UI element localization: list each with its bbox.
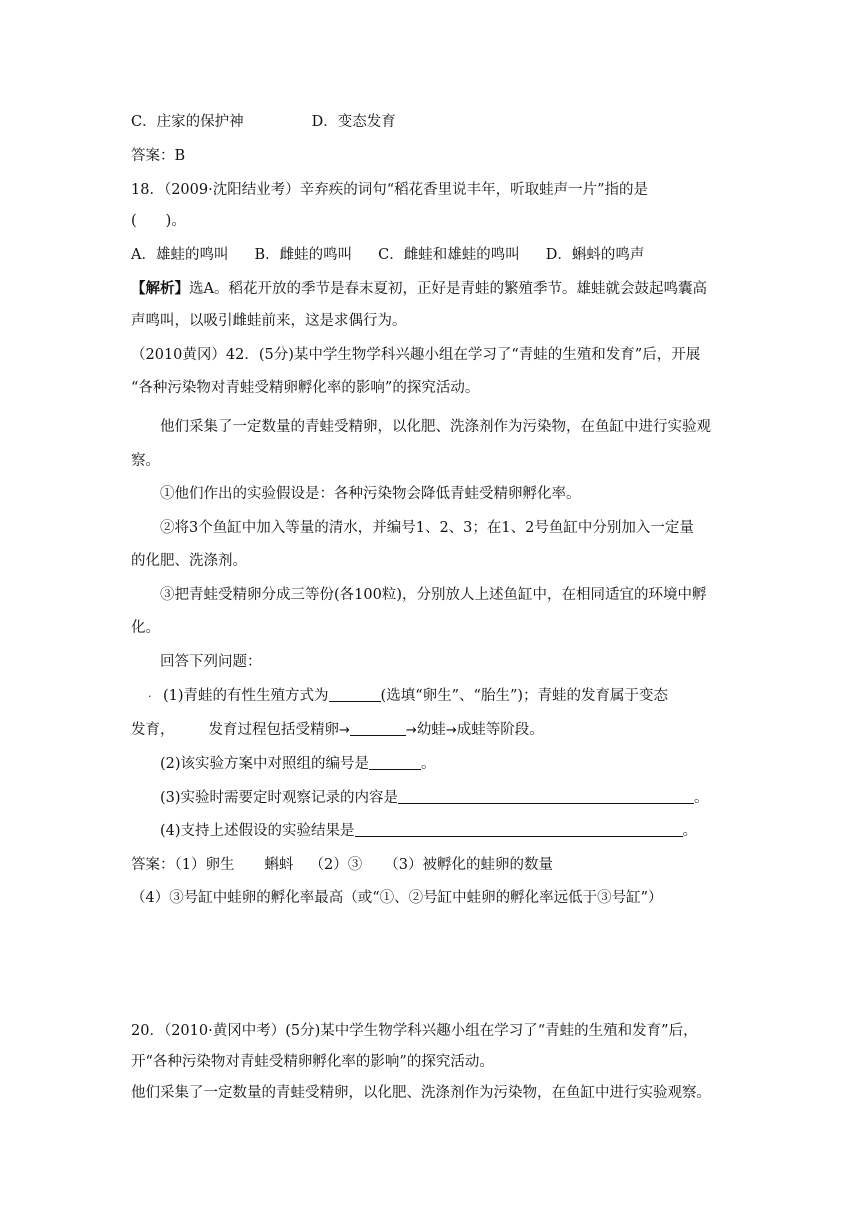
q42-step-3-line-1: ③把青蛙受精卵分成三等份(各100粒)，分别放人上述鱼缸中，在相同适宜的环境中孵: [160, 587, 707, 603]
q42-sub1-text-a: (1)青蛙的有性生殖方式为: [163, 688, 329, 704]
q42-para-line-1: 他们采集了一定数量的青蛙受精卵，以化肥、洗涤剂作为污染物，在鱼缸中进行实验观: [160, 419, 711, 435]
q18-option-c: C．雌蛙和雄蛙的鸣叫: [378, 247, 520, 263]
q42-step-2-line-1: ②将3个鱼缸中加入等量的清水，并编号1、2、3；在1、2号鱼缸中分别加入一定量: [160, 520, 694, 536]
q18-stem-line-2: ( )。: [131, 213, 186, 229]
q42-step-1: ①他们作出的实验假设是：各种污染物会降低青蛙受精卵孵化率。: [160, 486, 581, 502]
q17-option-d: D．变态发育: [311, 114, 396, 130]
q17-option-c: C．庄家的保护神: [131, 114, 244, 130]
q18-stem-line-1: 18．（2009·沈阳结业考）辛弃疾的词句“稻花香里说丰年，听取蛙声一片”指的是: [131, 182, 649, 198]
q18-option-d: D．蝌蚪的鸣声: [545, 247, 645, 263]
answer-blank-control-group: [369, 755, 421, 770]
q42-answer-3: （3）被孵化的蛙卵的数量: [384, 857, 553, 873]
arrow-icon: →: [405, 723, 417, 738]
q42-sub2-period: 。: [421, 756, 436, 772]
q42-sub2-text: (2)该实验方案中对照组的编号是: [160, 756, 370, 772]
answer-blank-reproduction: [329, 687, 381, 702]
q42-prompt: 回答下列问题：: [160, 654, 262, 670]
q42-sub4-text: (4)支持上述假设的实验结果是: [160, 823, 355, 839]
q18-analysis-line-2: 声鸣叫，以吸引雌蛙前来，这是求偶行为。: [131, 313, 407, 329]
q42-sub1-text-f: 成蛙等阶段。: [456, 722, 544, 738]
q42-sub1-line-2: [131, 720, 544, 741]
q17-options-row: [131, 112, 396, 132]
q20-stem-line-2: 开“各种污染物对青蛙受精卵孵化率的影响”的探究活动。: [131, 1054, 494, 1070]
q42-sub2: [160, 754, 436, 774]
arrow-icon: →: [339, 723, 350, 738]
q42-answer-1: 答案：（1）卵生: [131, 857, 235, 873]
q42-sub3: [160, 788, 709, 808]
q42-answer-line-2: （4）③号缸中蛙卵的孵化率最高（或“①、②号缸中蛙卵的孵化率远低于③号缸”）: [131, 890, 663, 906]
arrow-icon: →: [445, 723, 457, 738]
q42-para-line-2: 察。: [131, 453, 160, 469]
q42-answer-tadpole: 蝌蚪: [264, 857, 294, 873]
q42-stem-line-1: （2010黄冈）42．(5分)某中学生物学科兴趣小组在学习了“青蛙的生殖和发育”后，开展: [131, 347, 701, 363]
q42-step-2-line-2: 的化肥、洗涤剂。: [131, 553, 247, 569]
q18-analysis-text-1: 选A。稻花开放的季节是春末夏初，正好是青蛙的繁殖季节。雄蛙就会鼓起鸣囊高: [189, 281, 707, 297]
q42-sub1-line-1: [163, 686, 668, 706]
q17-answer: 答案：B: [131, 148, 186, 164]
q42-step-3-line-2: 化。: [131, 620, 160, 636]
q20-para-line-1: 他们采集了一定数量的青蛙受精卵，以化肥、洗涤剂作为污染物，在鱼缸中进行实验观察。: [131, 1085, 711, 1101]
q18-options-row: [131, 245, 644, 265]
answer-blank-observation: [398, 789, 694, 804]
stray-mark: .: [148, 687, 152, 700]
answer-blank-result: [355, 822, 683, 837]
q42-sub4: [160, 821, 697, 841]
q18-option-b: B．雌蛙的鸣叫: [254, 247, 353, 263]
q42-stem-line-2: “各种污染物对青蛙受精卵孵化率的影响”的探究活动。: [131, 380, 480, 396]
q42-sub3-text-b: 时观察记录的内容是: [267, 790, 399, 806]
q42-sub3-period: 。: [694, 790, 709, 806]
q42-answer-line-1: [131, 855, 553, 875]
q20-stem-line-1: 20．（2010·黄冈中考）(5分)某中学生物学科兴趣小组在学习了“青蛙的生殖和发育”后，: [131, 1023, 698, 1039]
q18-analysis-tag: 【解析】: [131, 280, 189, 297]
q42-sub4-period: 。: [682, 823, 698, 839]
q42-sub1-text-d: 发育过程包括受精卵: [208, 722, 339, 738]
q42-sub1-text-c: 发育，: [131, 722, 175, 738]
answer-blank-stage: [350, 721, 406, 736]
q18-analysis-line-1: [131, 279, 707, 299]
q18-option-a: A．雄蛙的鸣叫: [131, 247, 229, 263]
q42-sub1-text-e: 幼蛙: [416, 722, 446, 738]
q42-sub3-text-a: (3)实验时需要定: [160, 790, 268, 806]
q42-sub1-text-b: (选填“卵生”、“胎生”)；青蛙的发育属于变态: [380, 688, 669, 704]
q42-answer-2: （2）③: [309, 857, 363, 873]
